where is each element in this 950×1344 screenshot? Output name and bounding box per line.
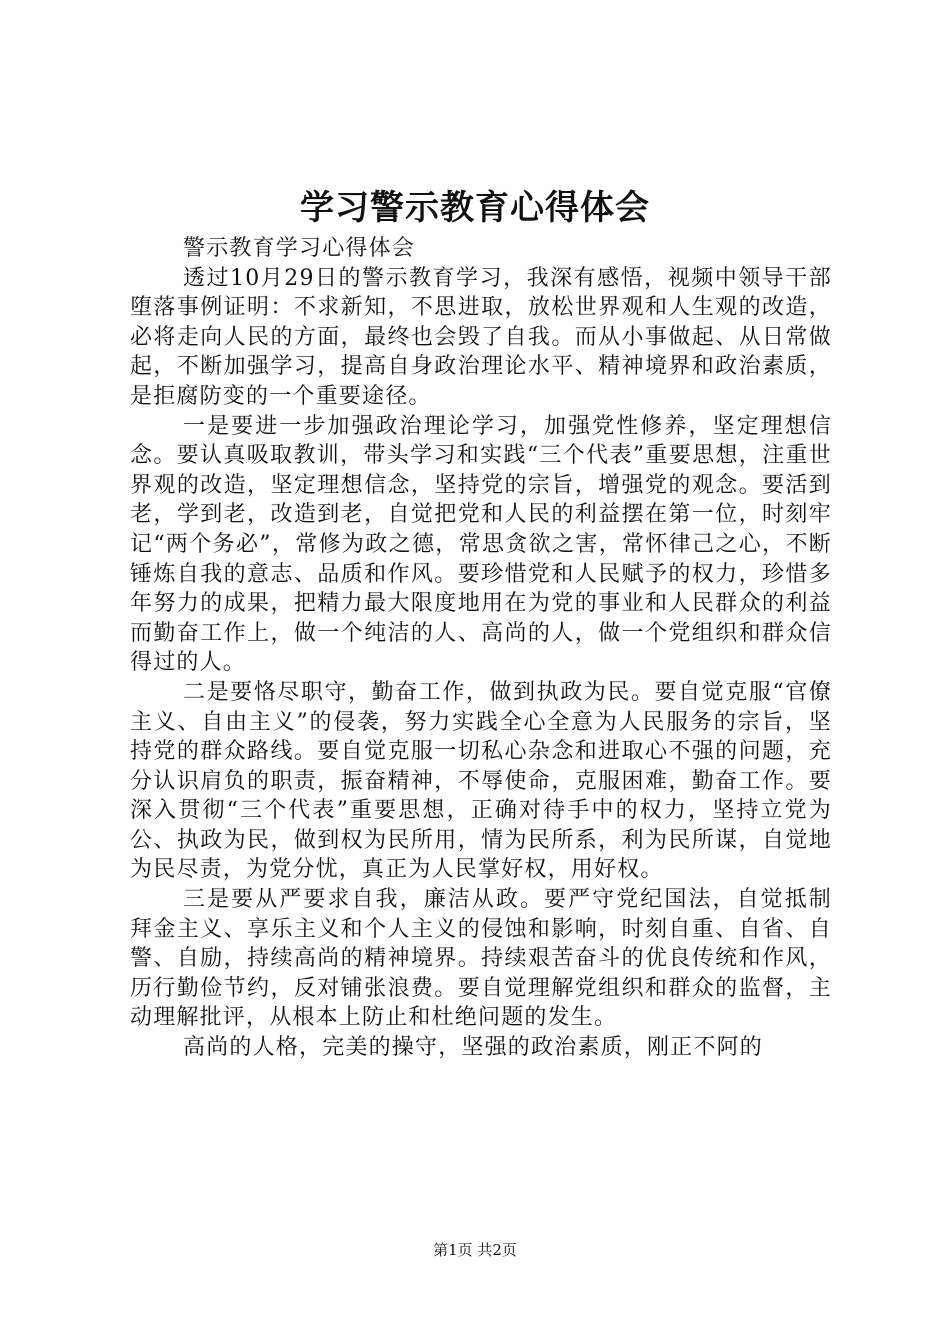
intro-paragraph: 透过10月29日的警示教育学习，我深有感悟，视频中领导干部堕落事例证明：不求新知，不思进取，放松世界观和人生观的改造，必将走向人民的方面，最终也会毁了自我。而从小事做起、从日常做起，不断加强学习，提高自身政治理论水平、精神境界和政治素质，是拒腐防变的一个重要途径。: [130, 265, 832, 409]
document-title: 学习警示教育心得体会: [300, 188, 650, 228]
point-two-paragraph: 二是要恪尽职守，勤奋工作，做到执政为民。要自觉克服“官僚主义、自由主义”的侵袭，努力实践全心全意为人民服务的宗旨，坚持党的群众路线。要自觉克服一切私心杂念和进取心不强的问题，充分认识肩负的职责，振奋精神，不辱使命，克服困难，勤奋工作。要深入贯彻“三个代表”重要思想，正确对待手中的权力，坚持立党为公、执政为民，做到权为民所用，情为民所系，利为民所谋，自觉地为民尽责，为党分忧，真正为人民掌好权，用好权。: [130, 679, 832, 883]
document-body: [130, 234, 832, 1063]
point-three-paragraph: 三是要从严要求自我，廉洁从政。要严守党纪国法，自觉抵制拜金主义、享乐主义和个人主义的侵蚀和影响，时刻自重、自省、自警、自励，持续高尚的精神境界。持续艰苦奋斗的优良传统和作风，历行勤俭节约，反对铺张浪费。要自觉理解党组织和群众的监督，主动理解批评，从根本上防止和杜绝问题的发生。: [130, 887, 832, 1031]
point-one-paragraph: 一是要进一步加强政治理论学习，加强党性修养，坚定理想信念。要认真吸取教训，带头学习和实践“三个代表”重要思想，注重世界观的改造，坚定理想信念，坚持党的宗旨，增强党的观念。要活到老，学到老，改造到老，自觉把党和人民的利益摆在第一位，时刻牢记“两个务必”，常修为政之德，常思贪欲之害，常怀律己之心，不断锤炼自我的意志、品质和作风。要珍惜党和人民赋予的权力，珍惜多年努力的成果，把精力最大限度地用在为党的事业和人民群众的利益而勤奋工作上，做一个纯洁的人、高尚的人，做一个党组织和群众信得过的人。: [130, 413, 832, 676]
closing-paragraph: 高尚的人格，完美的操守，坚强的政治素质，刚正不阿的: [183, 1035, 764, 1061]
page-number-footer: 第1页 共2页: [433, 1241, 517, 1259]
subtitle-paragraph: 警示教育学习心得体会: [183, 236, 416, 261]
